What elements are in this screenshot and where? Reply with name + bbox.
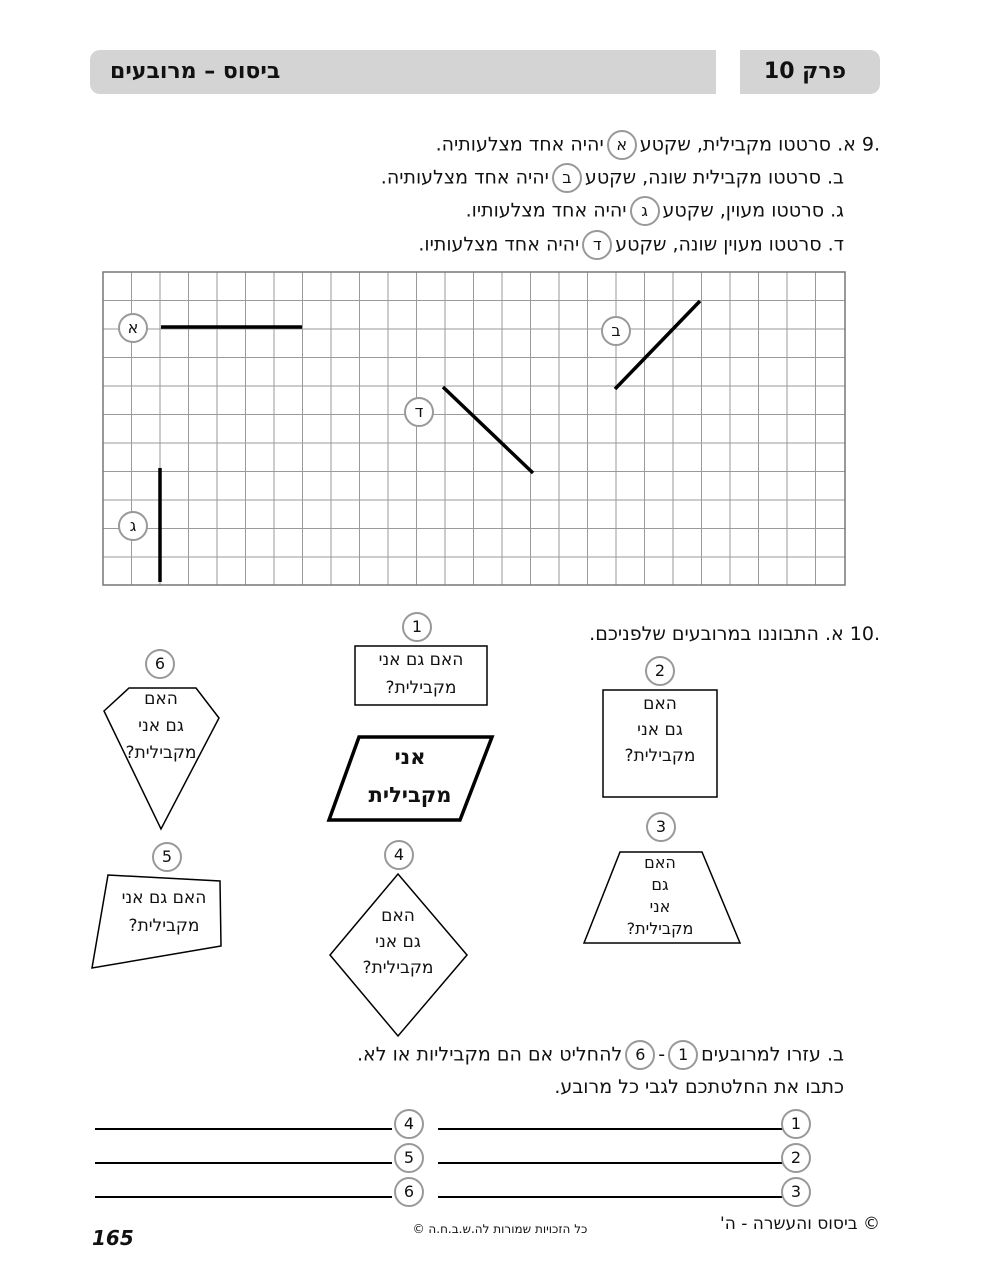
- shape-text-line: גם: [651, 875, 669, 894]
- item-letter: ב.: [826, 1043, 844, 1066]
- q10-part-b: [357, 1040, 844, 1070]
- q9-number: .9: [861, 133, 880, 156]
- segment-label: א: [607, 130, 637, 160]
- item-text: עזרו למרובעים: [701, 1043, 821, 1066]
- shape-text-line: גם אני: [138, 716, 184, 736]
- q10-part-a: [589, 623, 880, 645]
- item-text: סרטטו מעוין, שקטע: [662, 199, 825, 222]
- shape-1-number: 1: [402, 612, 432, 642]
- shape-text-line: מקבילית: [368, 783, 452, 807]
- shape-text-line: מקבילית?: [624, 746, 696, 766]
- q9-item-b: [381, 163, 844, 193]
- shape-text-line: מקבילית?: [362, 958, 434, 978]
- item-text: להחליט אם הם מקביליות או לא.: [357, 1043, 623, 1066]
- shape-ref-1: 1: [668, 1040, 698, 1070]
- shape-text-line: מקבילית?: [125, 743, 197, 763]
- answer-number-1: 1: [781, 1109, 811, 1139]
- header-divider: [716, 50, 740, 94]
- answer-number-2: 2: [781, 1143, 811, 1173]
- shape-text-line: גם אני: [375, 932, 421, 952]
- shape-4-text: [340, 903, 456, 981]
- item-letter: א.: [824, 623, 844, 645]
- grid-label-a: א: [118, 313, 148, 343]
- answer-line-3[interactable]: [438, 1196, 783, 1198]
- segment-label: ג: [630, 196, 660, 226]
- drawing-grid[interactable]: [100, 270, 850, 588]
- item-text: יהיה אחד מצלעותיו.: [418, 233, 580, 256]
- shape-3-number: 3: [646, 812, 676, 842]
- shape-6-text: [110, 686, 212, 767]
- item-letter: ג.: [830, 199, 844, 222]
- item-letter: ד.: [827, 233, 844, 256]
- answer-number-3: 3: [781, 1177, 811, 1207]
- shape-text-line: האם גם אני: [121, 888, 207, 908]
- item-text: יהיה אחד מצלעותיה.: [380, 166, 549, 189]
- item-letter: ב.: [826, 166, 844, 189]
- dash: -: [658, 1043, 666, 1066]
- answer-line-1[interactable]: [438, 1128, 783, 1130]
- segment-b: [615, 301, 700, 389]
- shape-2-text: [603, 691, 717, 769]
- answer-line-6[interactable]: [95, 1196, 392, 1198]
- shape-text-line: מקבילית?: [128, 916, 200, 936]
- q9-item-d: [418, 230, 844, 260]
- book-name: © ביסוס והעשרה - ה': [720, 1214, 880, 1234]
- shape-5-number: 5: [152, 842, 182, 872]
- grid-label-g: ג: [118, 511, 148, 541]
- page-title: ביסוס – מרובעים: [110, 59, 281, 84]
- q10-number: .10: [849, 623, 880, 645]
- shape-2-number: 2: [645, 656, 675, 686]
- item-text: סרטטו מקבילית שונה, שקטע: [584, 166, 821, 189]
- shape-3-text: [600, 852, 720, 940]
- shape-text-line: האם: [381, 906, 415, 926]
- answer-line-2[interactable]: [438, 1162, 783, 1164]
- item-text: סרטטו מעוין שונה, שקטע: [615, 233, 822, 256]
- shape-5-text: [110, 884, 218, 940]
- shape-4-number: 4: [384, 840, 414, 870]
- shape-6-number: 6: [145, 649, 175, 679]
- item-text: יהיה אחד מצלעותיה.: [435, 133, 604, 156]
- page-number: 165: [92, 1226, 134, 1250]
- shape-text-line: אני: [394, 745, 426, 769]
- shape-text-line: אני: [649, 897, 671, 916]
- shape-text-line: מקבילית?: [385, 678, 457, 698]
- q10-part-b-line2: כתבו את החלטתכם לגבי כל מרובע.: [554, 1076, 844, 1098]
- center-parallelogram-text: [345, 738, 475, 814]
- answer-number-5: 5: [394, 1143, 424, 1173]
- item-text: סרטטו מקבילית, שקטע: [639, 133, 832, 156]
- item-letter: א.: [837, 133, 856, 156]
- shape-text-line: מקבילית?: [626, 919, 694, 938]
- shape-ref-6: 6: [625, 1040, 655, 1070]
- segment-label: ב: [552, 163, 582, 193]
- shape-text-line: גם אני: [637, 720, 683, 740]
- answer-number-6: 6: [394, 1177, 424, 1207]
- shape-text-line: האם גם אני: [378, 650, 464, 670]
- chapter-label: פרק 10: [763, 59, 847, 84]
- copyright-notice: כל הזכויות שמורות לה.ש.ב.ח.ה ©: [412, 1222, 588, 1236]
- answer-line-5[interactable]: [95, 1162, 392, 1164]
- segment-label: ד: [582, 230, 612, 260]
- q9-item-g: [466, 196, 844, 226]
- shape-text-line: האם: [144, 689, 178, 709]
- shape-text-line: האם: [643, 694, 677, 714]
- q9-item-a: [436, 130, 880, 160]
- shape-text-line: האם: [644, 853, 676, 872]
- item-text: התבוננו במרובעים שלפניכם.: [589, 623, 819, 645]
- answer-line-4[interactable]: [95, 1128, 392, 1130]
- grid-label-b: ב: [601, 316, 631, 346]
- segment-d: [443, 387, 533, 473]
- grid-label-d: ד: [404, 397, 434, 427]
- item-text: יהיה אחד מצלעותיו.: [465, 199, 627, 222]
- answer-number-4: 4: [394, 1109, 424, 1139]
- shape-1-text: [355, 646, 487, 702]
